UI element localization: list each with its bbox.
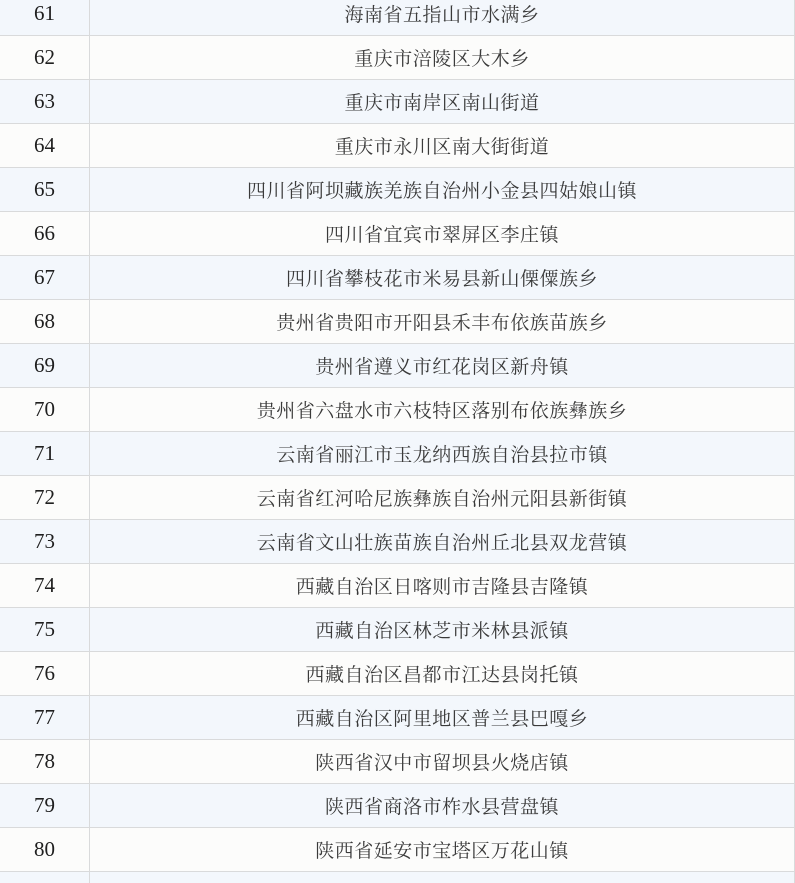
row-index: 66 (0, 212, 90, 255)
row-location: 重庆市涪陵区大木乡 (354, 49, 530, 70)
row-location: 西藏自治区昌都市江达县岗托镇 (305, 665, 579, 686)
row-location: 西藏自治区林芝市米林县派镇 (315, 621, 569, 642)
row-location: 重庆市南岸区南山街道 (344, 93, 540, 114)
table-row (0, 36, 795, 80)
table-row (0, 608, 795, 652)
row-index: 61 (0, 0, 90, 35)
table-row (0, 652, 795, 696)
row-index: 64 (0, 124, 90, 167)
row-index: 76 (0, 652, 90, 695)
row-index: 63 (0, 80, 90, 123)
table-row (0, 784, 795, 828)
table-row (0, 344, 795, 388)
table-row-partial (0, 872, 795, 883)
row-location: 海南省五指山市水满乡 (344, 5, 540, 26)
row-location: 陕西省商洛市柞水县营盘镇 (324, 797, 559, 818)
row-location: 贵州省贵阳市开阳县禾丰布依族苗族乡 (276, 313, 608, 334)
row-index: 80 (0, 828, 90, 871)
table-row (0, 0, 795, 36)
row-index: 77 (0, 696, 90, 739)
row-index: 74 (0, 564, 90, 607)
table-row (0, 476, 795, 520)
table-row (0, 564, 795, 608)
table-row (0, 520, 795, 564)
row-location: 云南省红河哈尼族彝族自治州元阳县新街镇 (256, 489, 628, 510)
table-row (0, 828, 795, 872)
row-index: 73 (0, 520, 90, 563)
row-index: 70 (0, 388, 90, 431)
row-index: 72 (0, 476, 90, 519)
row-index: 62 (0, 36, 90, 79)
table-row (0, 696, 795, 740)
row-index: 65 (0, 168, 90, 211)
row-index: 75 (0, 608, 90, 651)
row-index: 67 (0, 256, 90, 299)
row-index (0, 872, 90, 883)
row-location: 四川省阿坝藏族羌族自治州小金县四姑娘山镇 (246, 181, 637, 202)
row-location: 四川省攀枝花市米易县新山傈僳族乡 (285, 269, 598, 290)
row-location: 四川省宜宾市翠屏区李庄镇 (324, 225, 559, 246)
table-row (0, 256, 795, 300)
row-index: 68 (0, 300, 90, 343)
row-location: 贵州省六盘水市六枝特区落别布依族彝族乡 (256, 401, 628, 422)
row-location (90, 872, 794, 883)
row-location: 陕西省延安市宝塔区万花山镇 (315, 841, 569, 862)
table-row (0, 80, 795, 124)
row-index: 69 (0, 344, 90, 387)
row-location: 云南省丽江市玉龙纳西族自治县拉市镇 (276, 445, 608, 466)
table-row (0, 432, 795, 476)
row-location: 云南省文山壮族苗族自治州丘北县双龙营镇 (256, 533, 628, 554)
row-location: 贵州省遵义市红花岗区新舟镇 (315, 357, 569, 378)
table-row (0, 212, 795, 256)
table-row (0, 168, 795, 212)
table-row (0, 300, 795, 344)
row-location: 西藏自治区阿里地区普兰县巴嘎乡 (295, 709, 589, 730)
row-location: 重庆市永川区南大街街道 (334, 137, 550, 158)
row-location: 陕西省汉中市留坝县火烧店镇 (315, 753, 569, 774)
table-row (0, 740, 795, 784)
table-row (0, 388, 795, 432)
row-index: 71 (0, 432, 90, 475)
row-index: 79 (0, 784, 90, 827)
row-location: 西藏自治区日喀则市吉隆县吉隆镇 (295, 577, 589, 598)
table-row (0, 124, 795, 168)
row-index: 78 (0, 740, 90, 783)
